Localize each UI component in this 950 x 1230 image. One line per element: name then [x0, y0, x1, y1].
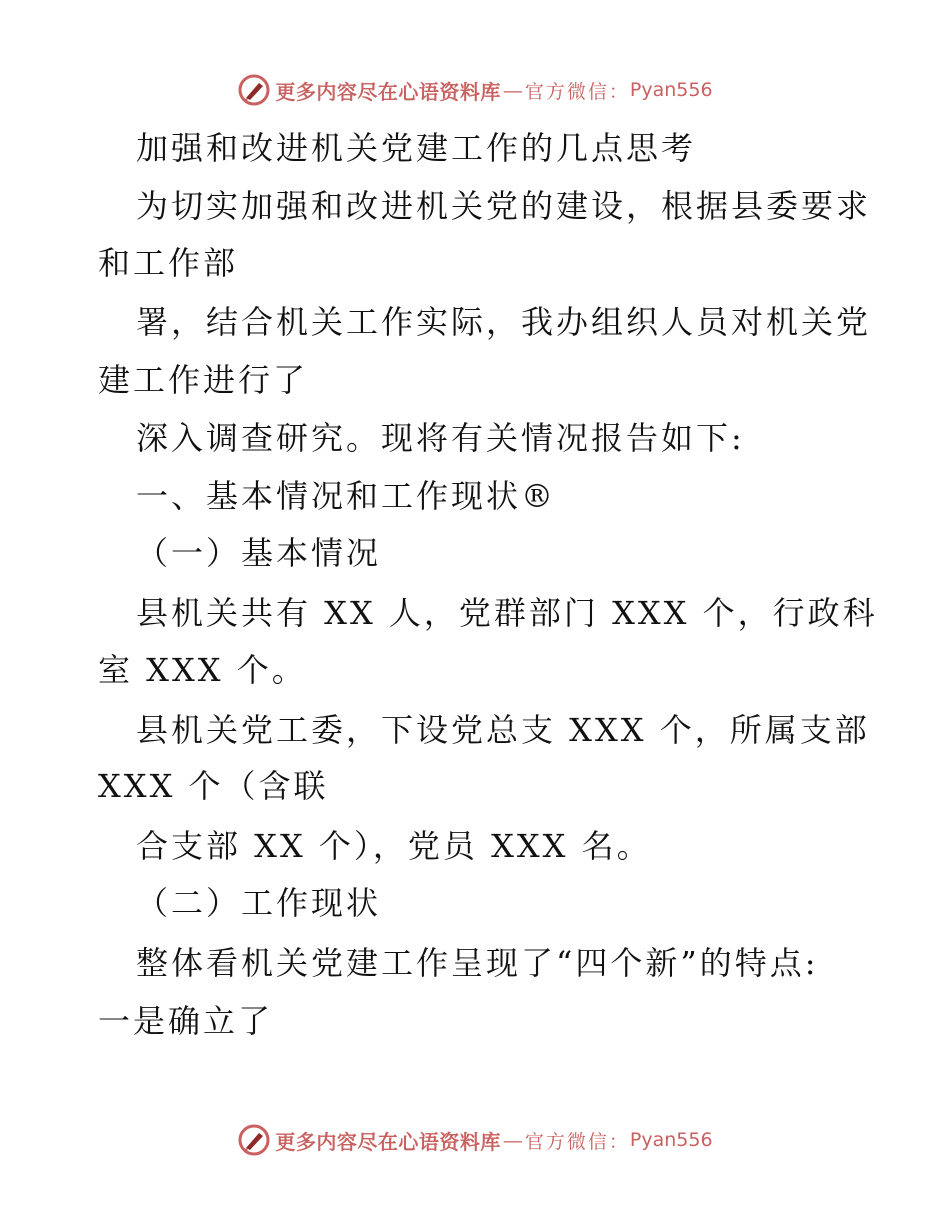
paragraph-line: 整体看机关党建工作呈现了“四个新”的特点: [136, 944, 819, 982]
banner-text: 更多内容尽在心语资料库 [275, 79, 501, 104]
paragraph-line: 一是确立了 [98, 1002, 274, 1040]
pen-circle-logo-icon [237, 1123, 271, 1157]
paragraph-line: 建工作进行了 [98, 361, 309, 399]
paragraph-line: 县机关党工委，下设党总支 XXX 个，所属支部 [136, 711, 870, 749]
subsection-heading: （一）基本情况 [136, 534, 382, 572]
banner-text: 更多内容尽在心语资料库 [275, 1129, 501, 1154]
paragraph-line: 县机关共有 XX 人，党群部门 XXX 个，行政科 [136, 594, 878, 632]
paragraph-line: 室 XXX 个。 [98, 651, 307, 689]
header-banner [0, 70, 950, 110]
paragraph-line: 合支部 XX 个），党员 XXX 名。 [136, 827, 652, 865]
pen-circle-logo-icon [237, 73, 271, 107]
paragraph-line: XXX 个（含联 [98, 767, 329, 805]
paragraph-line: 为切实加强和改进机关党的建设，根据县委要求 [136, 187, 872, 225]
paragraph-line: 深入调查研究。现将有关情况报告如下: [136, 419, 745, 457]
paragraph-line: 署，结合机关工作实际，我办组织人员对机关党 [136, 303, 872, 341]
banner-wechat-id: Pyan556 [629, 79, 713, 101]
banner-separator: — [502, 1128, 523, 1152]
section-heading: 一、基本情况和工作现状® [136, 477, 557, 515]
banner-wechat-label: 官方微信： [524, 80, 630, 103]
banner-wechat-id: Pyan556 [629, 1129, 713, 1151]
paragraph-line: 和工作部 [98, 244, 239, 282]
banner-separator: — [502, 78, 523, 102]
subsection-heading: （二）工作现状 [136, 884, 382, 922]
document-title: 加强和改进机关党建工作的几点思考 [136, 129, 697, 167]
footer-banner [0, 1120, 950, 1160]
banner-wechat-label: 官方微信： [524, 1130, 630, 1153]
